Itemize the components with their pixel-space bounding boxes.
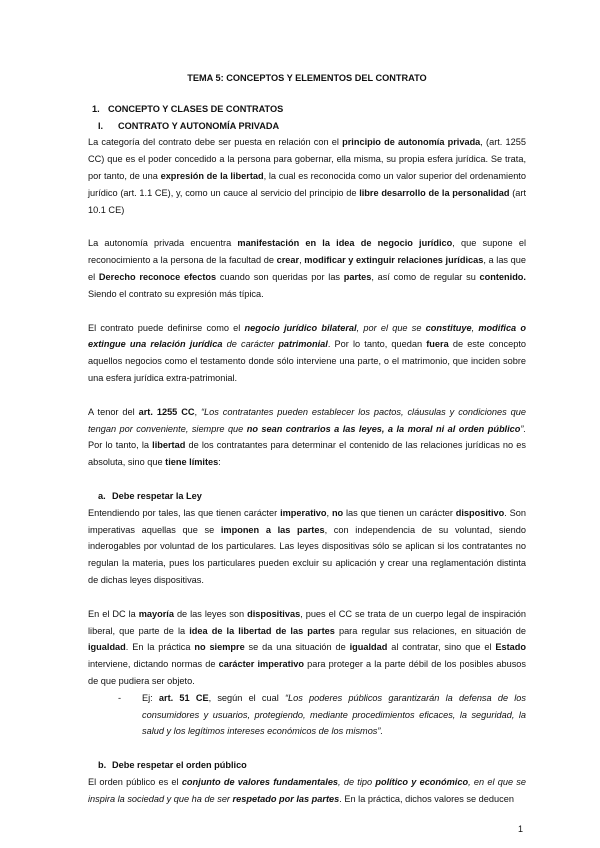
section-label: CONCEPTO Y CLASES DE CONTRATOS: [108, 103, 284, 114]
page-title: TEMA 5: CONCEPTOS Y ELEMENTOS DEL CONTRATO: [187, 73, 427, 83]
bullet-text: Ej: art. 51 CE, según el cual “Los poderes públicos garantizarán la defensa de los consumidores y usuarios, protegiendo, mediante procedimientos eficaces, la seguridad, la salud y los legítimos intereses económicos de los mismos”.: [142, 692, 526, 737]
bullet-example-art-51: [88, 690, 526, 740]
subheading-orden-publico: [88, 757, 526, 774]
section-number: I.: [98, 120, 104, 131]
subheading-ley: [88, 488, 526, 505]
paragraph-negocio-juridico: La autonomía privada encuentra manifestación en la idea de negocio jurídico, que supone el reconocimiento a la persona de la facultad de crear, modificar y extinguir relaciones jurídicas, a las que el Derecho reconoce efectos cuando son queridas por las partes, así como de regular su contenido. Siendo el contrato su expresión más típica.: [88, 238, 526, 299]
paragraph-orden-publico: El orden público es el conjunto de valores fundamentales, de tipo político y económico, en el que se inspira la sociedad y que ha de ser respetado por las partes. En la práctica, dichos valores se deducen: [88, 776, 526, 804]
paragraph-leyes-dispositivas: En el DC la mayoría de las leyes son dispositivas, pues el CC se trata de un cuerpo legal de inspiración liberal, que parte de la idea de la libertad de las partes para regular sus relaciones, en situación de igualdad. En la práctica no siempre se da una situación de igualdad al contratar, sino que el Estado interviene, dictando normas de carácter imperativo para proteger a la parte débil de los posibles abusos de que pudiera ser objeto.: [88, 608, 526, 686]
bullet-mark: -: [118, 692, 122, 703]
subheading-letter: a.: [98, 490, 106, 501]
page-number: 1: [518, 824, 524, 834]
subheading-label: Debe respetar la Ley: [112, 490, 202, 501]
document-body: [88, 70, 526, 807]
paragraph-art-1255: A tenor del art. 1255 CC, “Los contratantes pueden establecer los pactos, cláusulas y condiciones que tengan por conveniente, siempre que no sean contrarios a las leyes, a la moral ni al orden público”. Por lo tanto, la libertad de los contratantes para determinar el contenido de las relaciones jurídicas no es absoluta, sino que tiene límites:: [88, 406, 527, 468]
subheading-label: Debe respetar el orden público: [112, 760, 247, 771]
section-label: CONTRATO Y AUTONOMÍA PRIVADA: [118, 120, 280, 131]
paragraph-definicion-contrato: El contrato puede definirse como el negocio jurídico bilateral, por el que se constituye, modifica o extingue una relación jurídica de carácter patrimonial. Por lo tanto, quedan fuera de este concepto aquellos negocios como el testamento donde sólo interviene una parte, o el matrimonio, que inciden sobre una esfera jurídica extra-patrimonial.: [88, 322, 526, 383]
paragraph-autonomia: La categoría del contrato debe ser puesta en relación con el principio de autonomía privada, (art. 1255 CC) que es el poder concedido a la persona para gobernar, ella misma, su propia esfera jurídica. Se trata, por tanto, de una expresión de la libertad, la cual es reconocida como un valor superior del ordenamiento jurídico (art. 1.1 CE), y, como un cauce al servicio del principio de libre desarrollo de la personalidad (art 10.1 CE): [88, 137, 526, 215]
section-heading-1: [88, 101, 526, 118]
paragraph-leyes-imperativas: Entendiendo por tales, las que tienen carácter imperativo, no las que tienen un carácter dispositivo. Son imperativas aquellas que se imponen a las partes, con independencia de su voluntad, siendo inderogables por voluntad de los particulares. Las leyes dispositivas sólo se aplican si los contratantes no regulan la materia, pues los particulares pueden excluir su aplicación y crear una reglamentación distinta de dichas leyes dispositivas.: [88, 507, 527, 585]
subheading-letter: b.: [98, 760, 107, 771]
section-heading-1-1: [88, 118, 526, 135]
section-number: 1.: [92, 103, 100, 114]
